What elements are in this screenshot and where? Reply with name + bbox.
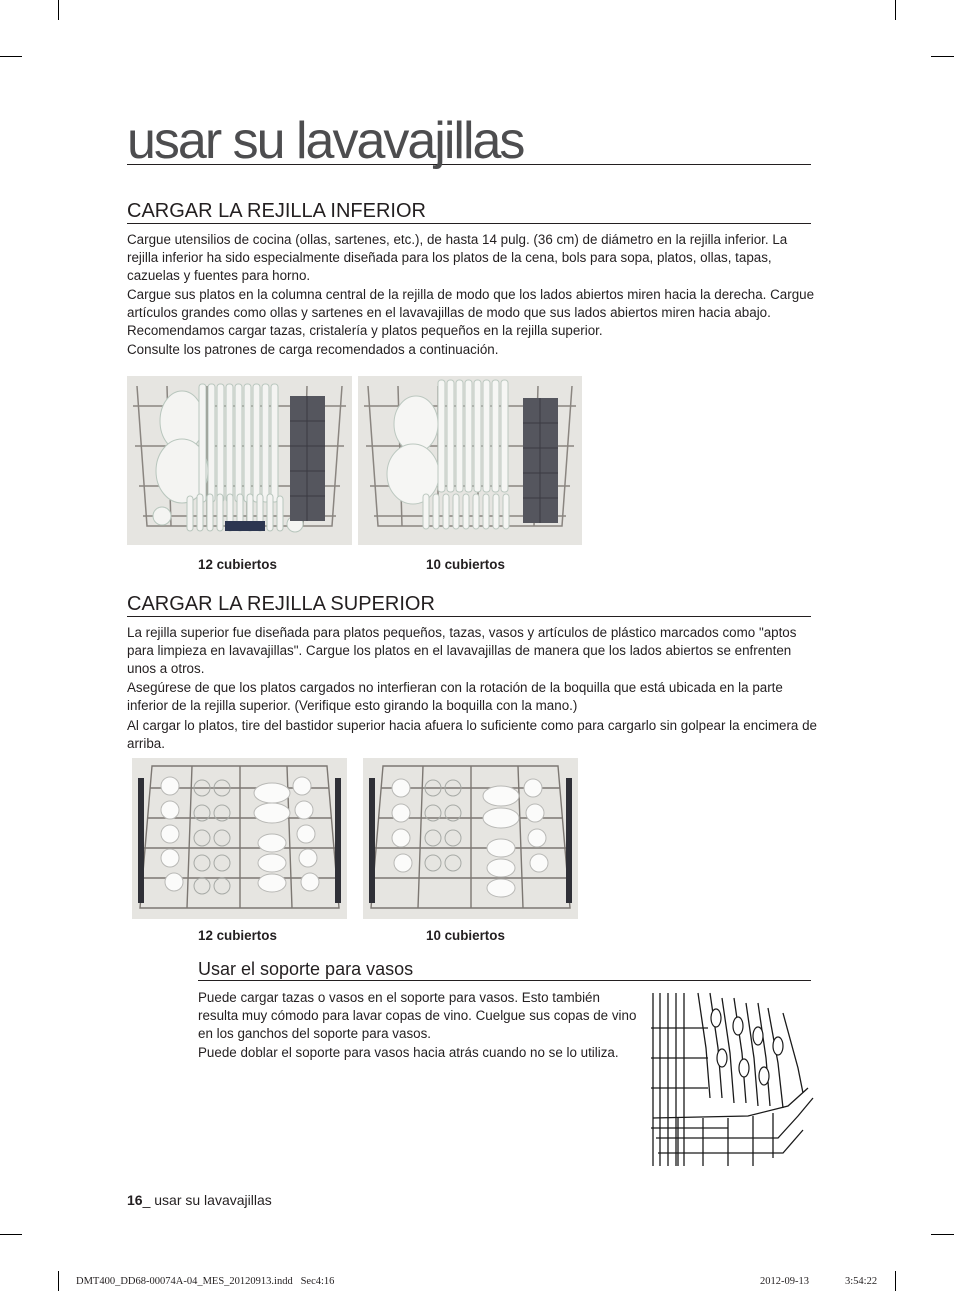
lower-rack-photo-12 (127, 376, 352, 545)
sub-heading-cup-rack: Usar el soporte para vasos (198, 959, 811, 981)
paragraph: Puede cargar tazas o vasos en el soporte para vasos. Esto también resulta muy cómodo para lavar copas de vino. Cuelgue sus copas de vino en los ganchos del soporte para vasos. (198, 990, 637, 1041)
section-heading-lower-rack: CARGAR LA REJILLA INFERIOR (127, 200, 811, 224)
crop-mark (58, 1271, 59, 1291)
paragraph: Cargue utensilios de cocina (ollas, sartenes, etc.), de hasta 14 pulg. (36 cm) de diámetro en la rejilla inferior. La rejilla inferior ha sido especialmente diseñada para los platos de la cena, bols para sopa, platos, ollas, tapas, cazuelas y fuentes para horno. (127, 232, 788, 283)
crop-mark (0, 1234, 22, 1235)
caption-lower-12: 12 cubiertos (198, 557, 277, 572)
paragraph: Asegúrese de que los platos cargados no interfieran con la rotación de la boquilla que está ubicada en la parte inferior de la rejilla superior. (Verifique esto girando la boquilla con la mano.) (127, 680, 783, 713)
crop-mark (58, 0, 59, 20)
paragraph: Consulte los patrones de carga recomendados a continuación. (127, 342, 499, 357)
paragraph: Al cargar lo platos, tire del bastidor superior hacia afuera lo suficiente como para cargarlo sin golpear la encimera de arriba. (127, 718, 817, 751)
crop-mark (895, 1271, 896, 1291)
caption-lower-10: 10 cubiertos (426, 557, 505, 572)
lower-rack-photo-10 (358, 376, 582, 545)
crop-mark (895, 0, 896, 20)
paragraph: Cargue sus platos en la columna central de la rejilla de modo que los lados abiertos miren hacia la derecha. Cargue artículos grandes como ollas y sartenes en el lavavajillas de modo que sus lados abiertos miren hacia abajo. Recomendamos cargar tazas, cristalería y platos pequeños en la rejilla superior. (127, 287, 815, 338)
cup-rack-illustration (648, 988, 818, 1168)
print-slug-date: 2012-09-13 (760, 1276, 809, 1287)
page-title: usar su lavavajillas (127, 113, 811, 165)
section-heading-upper-rack: CARGAR LA REJILLA SUPERIOR (127, 593, 811, 617)
footer-section-name: _ usar su lavavajillas (142, 1192, 272, 1208)
upper-rack-photo-10 (363, 758, 578, 919)
paragraph: La rejilla superior fue diseñada para platos pequeños, tazas, vasos y artículos de plástico marcados como "aptos para limpieza en lavavajillas". Cargue los platos en el lavavajillas de manera que los lados abiertos se enfrenten unos a otros. (127, 625, 797, 676)
caption-upper-12: 12 cubiertos (198, 928, 277, 943)
crop-mark (0, 56, 22, 57)
crop-mark (931, 1234, 954, 1235)
caption-upper-10: 10 cubiertos (426, 928, 505, 943)
page-number: 16 (127, 1192, 143, 1208)
footer-page-label (127, 1192, 272, 1208)
print-slug-time: 3:54:22 (845, 1276, 878, 1287)
print-slug-file: DMT400_DD68-00074A-04_MES_20120913.indd Sec4:16 (76, 1276, 335, 1287)
upper-rack-photo-12 (132, 758, 347, 919)
paragraph: Puede doblar el soporte para vasos hacia atrás cuando no se lo utiliza. (198, 1045, 619, 1060)
crop-mark (931, 56, 954, 57)
